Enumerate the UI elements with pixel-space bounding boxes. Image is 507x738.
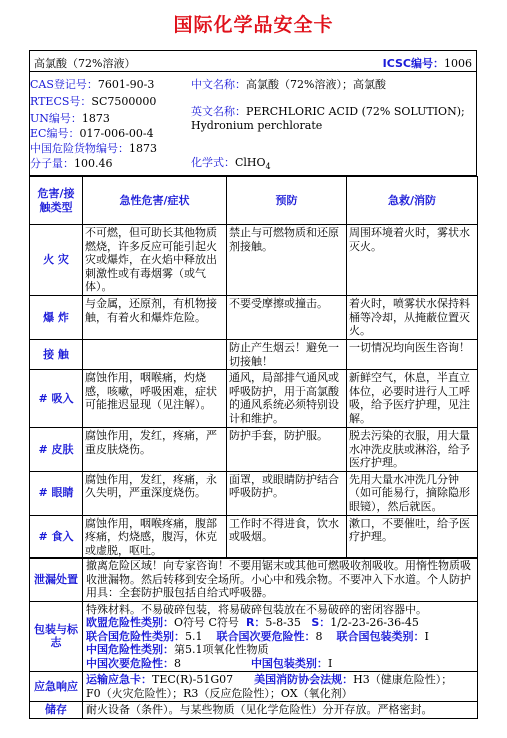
packaging-content: [83, 601, 478, 672]
header-first-aid: 急救/消防: [347, 177, 478, 225]
row-symptoms: 腐蚀作用，发红，疼痛，严重皮肤烧伤。: [83, 428, 227, 472]
emergency-row: [30, 672, 478, 702]
packaging-label: 包装与标志: [30, 601, 83, 672]
chinese-name: 中文名称：高氯酸（72%溶液）；高氯酸: [191, 78, 386, 91]
row-type: # 皮肤: [30, 428, 83, 472]
row-symptoms: 不可燃，但可助长其他物质燃烧，许多反应可能引起火灾或爆炸，在火焰中释放出刺激性或有毒烟雾（或气体）。: [83, 225, 227, 296]
row-symptoms: 腐蚀作用，咽喉痛，灼烧感，咳嗽，呼吸困难，症状可能推迟显现（见注解）。: [83, 370, 227, 428]
hazard-header-row: [30, 177, 478, 225]
icsc-number: ICSC编号：1006: [382, 57, 472, 70]
table-row: [30, 225, 478, 296]
english-name: 英文名称：PERCHLORIC ACID (72% SOLUTION);: [191, 105, 465, 118]
row-type: 接 触: [30, 340, 83, 370]
row-first-aid: 一切情况均向医生咨询！: [347, 340, 478, 370]
row-symptoms: [83, 340, 227, 370]
row-first-aid: 新鲜空气，休息，半直立体位，必要时进行人工呼吸，给予医疗护理，见注解。: [347, 370, 478, 428]
row-symptoms: 腐蚀作用，发红，疼痛，永久失明，严重深度烧伤。: [83, 471, 227, 515]
china-dg-number: 中国危险货物编号：1873: [30, 142, 157, 155]
spill-text: 撤离危险区域！向专家咨询！不要用锯末或其他可燃吸收剂吸收。用惰性物质吸收泄漏物。然后转移到安全场所。小心中和残余物。不要冲入下水道。个人防护用具：全套防护服包括自给式呼吸器。: [83, 558, 478, 602]
row-type: # 吸入: [30, 370, 83, 428]
table-row: [30, 428, 478, 472]
storage-label: 储存: [30, 702, 83, 719]
row-symptoms: 腐蚀作用，咽喉疼痛，腹部疼痛，灼烧感，腹泻，休克或虚脱，呕吐。: [83, 515, 227, 559]
emergency-label: 应急响应: [30, 672, 83, 702]
row-type: # 眼睛: [30, 471, 83, 515]
spill-row: [30, 558, 478, 602]
un-classification: 联合国危险性类别：5.1 联合国次要危险性：8 联合国包装类别：I: [86, 629, 429, 643]
row-first-aid: 脱去污染的衣服，用大量水冲洗皮肤或淋浴，给予医疗护理。: [347, 428, 478, 472]
ec-number: EC编号：017-006-00-4: [30, 127, 154, 140]
row-first-aid: 周围环境着火时，雾状水灭火。: [347, 225, 478, 296]
row-type: 火 灾: [30, 225, 83, 296]
identification-block: [29, 72, 477, 176]
spill-label: 泄漏处置: [30, 558, 83, 602]
row-prevention: 禁止与可燃物质和还原剂接触。: [227, 225, 347, 296]
english-name-alt: Hydronium perchlorate: [191, 119, 323, 132]
eu-classification: 欧盟危险性类别：O符号 C符号 R：5-8-35 S：1/2-23-26-36-45: [86, 616, 419, 629]
row-type: # 食入: [30, 515, 83, 559]
row-prevention: 通风，局部排气通风或呼吸防护，用于高氯酸的通风系统必须特别设计和维护。: [227, 370, 347, 428]
table-row: [30, 515, 478, 559]
cas-number: CAS登记号：7601-90-3: [30, 78, 155, 91]
packaging-row: [30, 601, 478, 672]
china-classification: 中国危险性类别：第5.1项氧化性物质: [86, 643, 269, 656]
header-prevention: 预防: [227, 177, 347, 225]
china-sub-classification: 中国次要危险性：8 中国包装类别：I: [86, 656, 333, 670]
storage-text: 耐火设备（条件）。与某些物质（见化学危险性）分开存放。严格密封。: [83, 702, 478, 719]
packaging-line: 特殊材料。不易破碎包装，将易破碎包装放在不易破碎的密闭容器中。: [86, 602, 427, 616]
row-prevention: 工作时不得进食，饮水或吸烟。: [227, 515, 347, 559]
row-first-aid: 着火时，喷雾状水保持料桶等冷却，从掩蔽位置灭火。: [347, 296, 478, 340]
chemical-name: 高氯酸（72%溶液）: [34, 57, 136, 70]
row-first-aid: 漱口，不要催吐，给予医疗护理。: [347, 515, 478, 559]
lower-sections: [29, 557, 478, 719]
emergency-content: 运输应急卡：TEC(R)-51G07 美国消防协会法规：H3（健康危险性）； F0（火灾危险性）；R3（反应危险性）；OX（氧化剂）: [83, 672, 478, 702]
header-row: [29, 50, 477, 72]
card-title: 国际化学品安全卡: [173, 14, 334, 36]
row-prevention: 面罩，或眼睛防护结合呼吸防护。: [227, 471, 347, 515]
table-row: [30, 296, 478, 340]
hazard-table: [29, 176, 478, 559]
row-first-aid: 先用大量水冲洗几分钟（如可能易行，摘除隐形眼镜），然后就医。: [347, 471, 478, 515]
chemical-formula: 化学式：ClHO$_4$: [191, 156, 271, 172]
row-prevention: 不要受摩擦或撞击。: [227, 296, 347, 340]
rtecs-number: RTECS号：SC7500000: [30, 95, 157, 108]
row-prevention: 防止产生烟云！避免一切接触！: [227, 340, 347, 370]
table-row: [30, 471, 478, 515]
row-type: 爆 炸: [30, 296, 83, 340]
row-prevention: 防护手套，防护服。: [227, 428, 347, 472]
un-number: UN编号：1873: [30, 112, 110, 125]
table-row: [30, 340, 478, 370]
storage-row: [30, 702, 478, 719]
row-symptoms: 与金属，还原剂，有机物接触，有着火和爆炸危险。: [83, 296, 227, 340]
table-row: [30, 370, 478, 428]
header-type: 危害/接触类型: [30, 177, 83, 225]
header-symptoms: 急性危害/症状: [83, 177, 227, 225]
molecular-weight: 分子量：100.46: [30, 157, 113, 170]
